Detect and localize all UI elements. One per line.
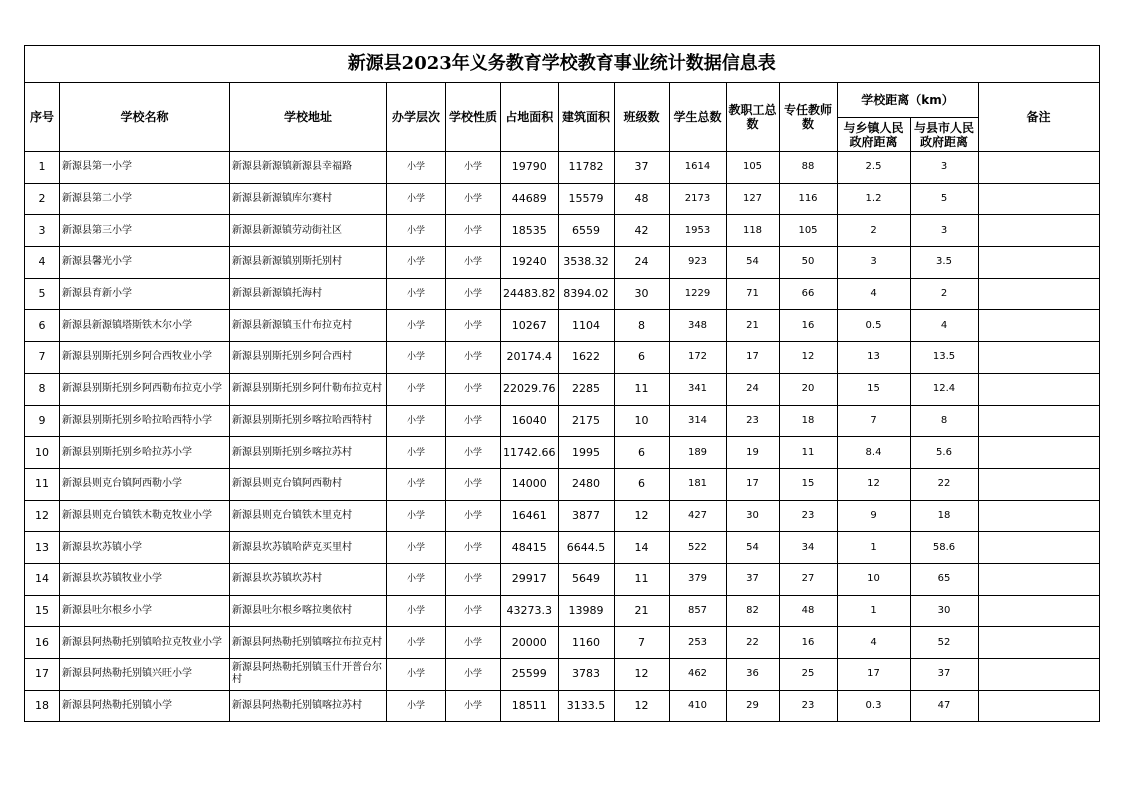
cell-school-name: 新源县阿热勒托别镇兴旺小学 [60,659,230,691]
cell-dist-town: 3 [837,247,910,279]
cell-level: 小学 [387,659,446,691]
cell-index: 14 [25,563,60,595]
cell-teachers: 116 [779,183,837,215]
cell-remark [978,690,1099,722]
cell-building-area: 5649 [558,563,614,595]
cell-school-address: 新源县阿热勒托别镇喀拉布拉克村 [230,627,387,659]
table-row [25,215,1100,247]
cell-building-area: 1104 [558,310,614,342]
cell-dist-town: 0.3 [837,690,910,722]
cell-building-area: 1995 [558,437,614,469]
cell-school-name: 新源县第三小学 [60,215,230,247]
cell-land-area: 16461 [501,500,559,532]
cell-remark [978,532,1099,564]
cell-nature: 小学 [446,247,501,279]
cell-land-area: 19240 [501,247,559,279]
cell-school-name: 新源县别斯托别乡哈拉苏小学 [60,437,230,469]
cell-level: 小学 [387,152,446,184]
cell-nature: 小学 [446,437,501,469]
cell-land-area: 22029.76 [501,373,559,405]
cell-classes: 37 [614,152,669,184]
cell-land-area: 18511 [501,690,559,722]
cell-students: 923 [669,247,726,279]
cell-dist-county: 5.6 [910,437,978,469]
cell-index: 12 [25,500,60,532]
cell-remark [978,468,1099,500]
header-distance: 学校距离（km） [837,83,978,118]
cell-building-area: 3538.32 [558,247,614,279]
cell-school-name: 新源县吐尔根乡小学 [60,595,230,627]
cell-building-area: 1160 [558,627,614,659]
cell-dist-town: 2.5 [837,152,910,184]
cell-remark [978,215,1099,247]
cell-dist-county: 52 [910,627,978,659]
cell-level: 小学 [387,500,446,532]
cell-land-area: 29917 [501,563,559,595]
cell-staff: 105 [726,152,779,184]
cell-dist-town: 4 [837,627,910,659]
cell-nature: 小学 [446,278,501,310]
cell-students: 341 [669,373,726,405]
cell-teachers: 12 [779,342,837,374]
cell-classes: 6 [614,468,669,500]
cell-dist-county: 47 [910,690,978,722]
cell-teachers: 16 [779,310,837,342]
cell-students: 427 [669,500,726,532]
cell-staff: 23 [726,405,779,437]
table-row [25,405,1100,437]
table-body [25,152,1100,722]
cell-staff: 54 [726,247,779,279]
cell-dist-county: 18 [910,500,978,532]
cell-staff: 17 [726,342,779,374]
cell-level: 小学 [387,563,446,595]
cell-school-name: 新源县坎苏镇小学 [60,532,230,564]
cell-index: 13 [25,532,60,564]
cell-nature: 小学 [446,532,501,564]
cell-teachers: 25 [779,659,837,691]
cell-nature: 小学 [446,342,501,374]
cell-school-address: 新源县新源镇劳动街社区 [230,215,387,247]
cell-school-name: 新源县阿热勒托别镇哈拉克牧业小学 [60,627,230,659]
cell-students: 857 [669,595,726,627]
cell-school-name: 新源县别斯托别乡哈拉哈西特小学 [60,405,230,437]
cell-students: 379 [669,563,726,595]
cell-school-address: 新源县新源镇托海村 [230,278,387,310]
cell-land-area: 14000 [501,468,559,500]
cell-staff: 37 [726,563,779,595]
cell-index: 8 [25,373,60,405]
cell-dist-town: 1 [837,532,910,564]
table-row [25,627,1100,659]
page-title: 新源县2023年义务教育学校教育事业统计数据信息表 [25,46,1100,83]
cell-building-area: 3877 [558,500,614,532]
cell-school-name: 新源县第一小学 [60,152,230,184]
header-students: 学生总数 [669,83,726,152]
cell-dist-county: 65 [910,563,978,595]
cell-classes: 11 [614,563,669,595]
cell-remark [978,405,1099,437]
cell-students: 1229 [669,278,726,310]
cell-school-name: 新源县第二小学 [60,183,230,215]
cell-level: 小学 [387,342,446,374]
cell-teachers: 105 [779,215,837,247]
cell-classes: 48 [614,183,669,215]
table-row [25,532,1100,564]
cell-dist-county: 4 [910,310,978,342]
cell-classes: 10 [614,405,669,437]
cell-dist-town: 4 [837,278,910,310]
table-row [25,183,1100,215]
cell-nature: 小学 [446,310,501,342]
cell-level: 小学 [387,215,446,247]
cell-remark [978,310,1099,342]
cell-school-address: 新源县新源镇别斯托别村 [230,247,387,279]
cell-school-name: 新源县别斯托别乡阿西勒布拉克小学 [60,373,230,405]
cell-school-address: 新源县阿热勒托别镇喀拉苏村 [230,690,387,722]
header-remark: 备注 [978,83,1099,152]
cell-building-area: 8394.02 [558,278,614,310]
cell-index: 2 [25,183,60,215]
header-school-address: 学校地址 [230,83,387,152]
cell-remark [978,152,1099,184]
cell-nature: 小学 [446,215,501,247]
table-row [25,310,1100,342]
cell-dist-town: 13 [837,342,910,374]
cell-staff: 118 [726,215,779,247]
cell-index: 9 [25,405,60,437]
cell-staff: 24 [726,373,779,405]
cell-classes: 12 [614,500,669,532]
cell-students: 2173 [669,183,726,215]
cell-dist-town: 9 [837,500,910,532]
cell-school-address: 新源县别斯托别乡阿合西村 [230,342,387,374]
cell-dist-town: 8.4 [837,437,910,469]
cell-dist-town: 7 [837,405,910,437]
cell-staff: 22 [726,627,779,659]
cell-teachers: 15 [779,468,837,500]
cell-index: 18 [25,690,60,722]
cell-students: 522 [669,532,726,564]
cell-land-area: 10267 [501,310,559,342]
table-row [25,690,1100,722]
cell-dist-county: 8 [910,405,978,437]
cell-remark [978,563,1099,595]
cell-dist-county: 37 [910,659,978,691]
cell-students: 1614 [669,152,726,184]
cell-students: 1953 [669,215,726,247]
cell-building-area: 6559 [558,215,614,247]
cell-level: 小学 [387,310,446,342]
cell-nature: 小学 [446,500,501,532]
cell-level: 小学 [387,183,446,215]
cell-index: 10 [25,437,60,469]
cell-level: 小学 [387,595,446,627]
cell-classes: 42 [614,215,669,247]
cell-nature: 小学 [446,690,501,722]
table-row [25,278,1100,310]
cell-land-area: 24483.82 [501,278,559,310]
table-row [25,437,1100,469]
cell-remark [978,659,1099,691]
cell-teachers: 88 [779,152,837,184]
table-row [25,152,1100,184]
cell-remark [978,627,1099,659]
cell-teachers: 18 [779,405,837,437]
cell-dist-county: 58.6 [910,532,978,564]
cell-remark [978,342,1099,374]
header-building-area: 建筑面积 [558,83,614,152]
header-index: 序号 [25,83,60,152]
cell-dist-town: 10 [837,563,910,595]
cell-index: 3 [25,215,60,247]
cell-teachers: 34 [779,532,837,564]
cell-school-address: 新源县别斯托别乡喀拉苏村 [230,437,387,469]
header-school-name: 学校名称 [60,83,230,152]
cell-school-address: 新源县阿热勒托别镇玉什开普台尔村 [230,659,387,691]
cell-classes: 21 [614,595,669,627]
header-teachers: 专任教师数 [779,83,837,152]
table-row [25,595,1100,627]
cell-land-area: 16040 [501,405,559,437]
cell-index: 11 [25,468,60,500]
cell-dist-town: 15 [837,373,910,405]
cell-school-name: 新源县阿热勒托别镇小学 [60,690,230,722]
cell-remark [978,437,1099,469]
table-row [25,373,1100,405]
cell-classes: 6 [614,437,669,469]
cell-school-address: 新源县别斯托别乡阿什勒布拉克村 [230,373,387,405]
table-row [25,563,1100,595]
cell-level: 小学 [387,627,446,659]
cell-dist-town: 1.2 [837,183,910,215]
cell-school-address: 新源县新源镇新源县幸福路 [230,152,387,184]
header-dist-town: 与乡镇人民政府距离 [837,118,910,152]
cell-staff: 82 [726,595,779,627]
cell-students: 410 [669,690,726,722]
cell-index: 7 [25,342,60,374]
cell-nature: 小学 [446,152,501,184]
cell-nature: 小学 [446,183,501,215]
cell-classes: 30 [614,278,669,310]
cell-remark [978,183,1099,215]
cell-building-area: 15579 [558,183,614,215]
cell-land-area: 48415 [501,532,559,564]
cell-teachers: 50 [779,247,837,279]
cell-school-name: 新源县育新小学 [60,278,230,310]
cell-classes: 12 [614,659,669,691]
cell-level: 小学 [387,405,446,437]
cell-building-area: 2480 [558,468,614,500]
cell-index: 16 [25,627,60,659]
cell-building-area: 1622 [558,342,614,374]
cell-level: 小学 [387,690,446,722]
cell-nature: 小学 [446,563,501,595]
cell-land-area: 25599 [501,659,559,691]
cell-nature: 小学 [446,468,501,500]
cell-nature: 小学 [446,373,501,405]
cell-land-area: 20174.4 [501,342,559,374]
table-row [25,342,1100,374]
cell-dist-town: 12 [837,468,910,500]
cell-students: 181 [669,468,726,500]
cell-students: 462 [669,659,726,691]
cell-building-area: 2285 [558,373,614,405]
cell-teachers: 27 [779,563,837,595]
cell-staff: 127 [726,183,779,215]
cell-classes: 8 [614,310,669,342]
cell-school-name: 新源县则克台镇铁木勒克牧业小学 [60,500,230,532]
cell-teachers: 48 [779,595,837,627]
cell-building-area: 11782 [558,152,614,184]
cell-school-name: 新源县别斯托别乡阿合西牧业小学 [60,342,230,374]
cell-school-address: 新源县坎苏镇坎苏村 [230,563,387,595]
cell-index: 6 [25,310,60,342]
cell-school-address: 新源县吐尔根乡喀拉奥依村 [230,595,387,627]
cell-dist-county: 13.5 [910,342,978,374]
cell-dist-town: 1 [837,595,910,627]
cell-staff: 71 [726,278,779,310]
cell-students: 314 [669,405,726,437]
cell-dist-county: 2 [910,278,978,310]
cell-school-address: 新源县则克台镇阿西勒村 [230,468,387,500]
cell-staff: 54 [726,532,779,564]
cell-school-address: 新源县别斯托别乡喀拉哈西特村 [230,405,387,437]
cell-level: 小学 [387,532,446,564]
cell-school-name: 新源县坎苏镇牧业小学 [60,563,230,595]
cell-school-name: 新源县新源镇塔斯铁木尔小学 [60,310,230,342]
cell-staff: 21 [726,310,779,342]
cell-dist-county: 22 [910,468,978,500]
cell-staff: 17 [726,468,779,500]
cell-school-address: 新源县则克台镇铁木里克村 [230,500,387,532]
cell-land-area: 44689 [501,183,559,215]
cell-staff: 30 [726,500,779,532]
cell-index: 1 [25,152,60,184]
cell-nature: 小学 [446,659,501,691]
cell-dist-county: 5 [910,183,978,215]
cell-staff: 19 [726,437,779,469]
cell-school-address: 新源县新源镇玉什布拉克村 [230,310,387,342]
cell-level: 小学 [387,468,446,500]
cell-school-address: 新源县新源镇库尔赛村 [230,183,387,215]
cell-dist-county: 30 [910,595,978,627]
cell-dist-county: 3 [910,215,978,247]
cell-school-address: 新源县坎苏镇哈萨克买里村 [230,532,387,564]
cell-level: 小学 [387,247,446,279]
header-land-area: 占地面积 [501,83,559,152]
cell-dist-county: 3 [910,152,978,184]
cell-dist-county: 12.4 [910,373,978,405]
cell-classes: 11 [614,373,669,405]
cell-remark [978,247,1099,279]
cell-teachers: 66 [779,278,837,310]
cell-index: 5 [25,278,60,310]
statistics-table [24,45,1100,722]
cell-level: 小学 [387,373,446,405]
table-row [25,500,1100,532]
cell-land-area: 43273.3 [501,595,559,627]
cell-nature: 小学 [446,627,501,659]
cell-classes: 7 [614,627,669,659]
cell-staff: 29 [726,690,779,722]
table-row [25,468,1100,500]
header-level: 办学层次 [387,83,446,152]
header-staff: 教职工总数 [726,83,779,152]
table-row [25,659,1100,691]
cell-staff: 36 [726,659,779,691]
cell-land-area: 19790 [501,152,559,184]
cell-remark [978,595,1099,627]
cell-classes: 12 [614,690,669,722]
cell-students: 172 [669,342,726,374]
header-classes: 班级数 [614,83,669,152]
cell-school-name: 新源县馨光小学 [60,247,230,279]
cell-building-area: 2175 [558,405,614,437]
cell-classes: 14 [614,532,669,564]
cell-index: 15 [25,595,60,627]
header-nature: 学校性质 [446,83,501,152]
cell-teachers: 20 [779,373,837,405]
cell-teachers: 23 [779,690,837,722]
cell-dist-town: 17 [837,659,910,691]
cell-level: 小学 [387,278,446,310]
cell-school-name: 新源县则克台镇阿西勒小学 [60,468,230,500]
cell-nature: 小学 [446,595,501,627]
cell-teachers: 11 [779,437,837,469]
cell-land-area: 11742.66 [501,437,559,469]
cell-remark [978,500,1099,532]
cell-building-area: 3783 [558,659,614,691]
cell-teachers: 16 [779,627,837,659]
cell-land-area: 18535 [501,215,559,247]
cell-building-area: 6644.5 [558,532,614,564]
cell-remark [978,278,1099,310]
cell-nature: 小学 [446,405,501,437]
cell-remark [978,373,1099,405]
cell-level: 小学 [387,437,446,469]
cell-classes: 24 [614,247,669,279]
cell-building-area: 3133.5 [558,690,614,722]
cell-classes: 6 [614,342,669,374]
cell-students: 348 [669,310,726,342]
cell-index: 4 [25,247,60,279]
cell-dist-town: 2 [837,215,910,247]
cell-land-area: 20000 [501,627,559,659]
cell-building-area: 13989 [558,595,614,627]
cell-teachers: 23 [779,500,837,532]
cell-dist-county: 3.5 [910,247,978,279]
cell-index: 17 [25,659,60,691]
table-row [25,247,1100,279]
cell-students: 189 [669,437,726,469]
cell-dist-town: 0.5 [837,310,910,342]
header-dist-county: 与县市人民政府距离 [910,118,978,152]
cell-students: 253 [669,627,726,659]
